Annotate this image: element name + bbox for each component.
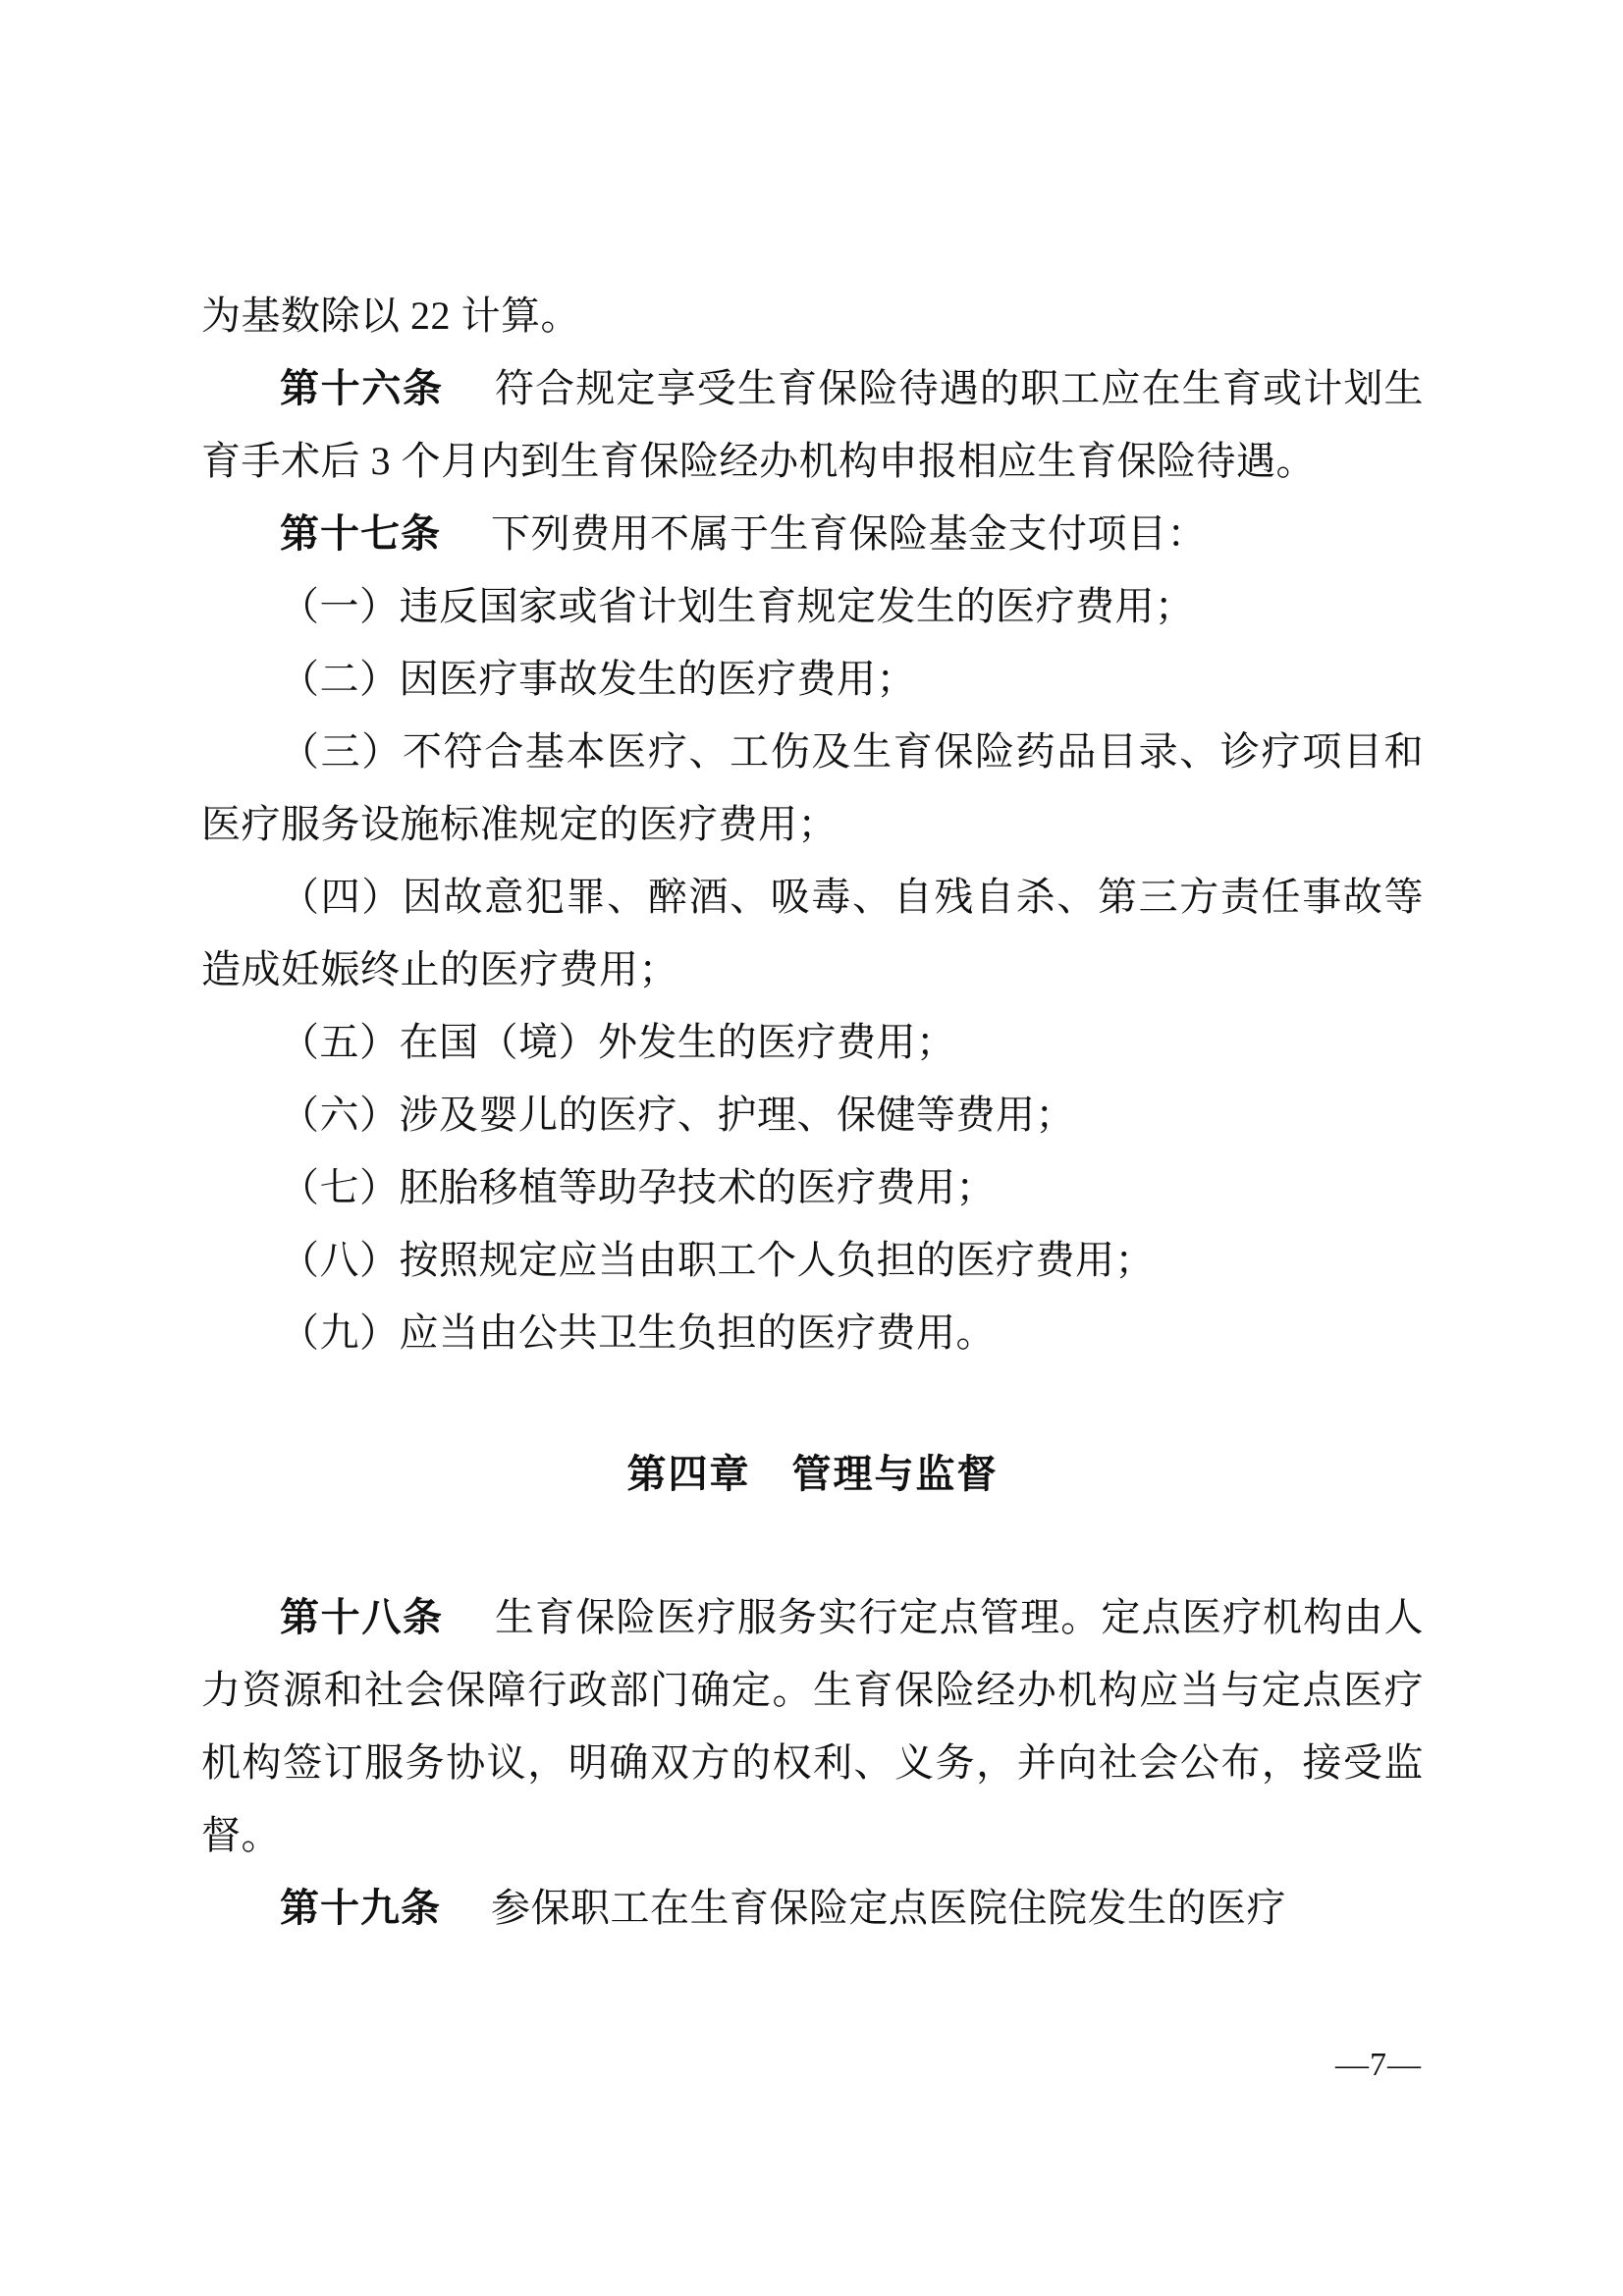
article-17-text: 下列费用不属于生育保险基金支付项目：: [491, 511, 1207, 556]
article-16-text: 符合规定享受生育保险待遇的职工应在生育或计划生育手术后 3 个月内到生育保险经办机构申报相应生育保险待遇。: [201, 366, 1425, 483]
article-19-text: 参保职工在生育保险定点医院住院发生的医疗: [491, 1886, 1286, 1930]
list-item: [201, 1079, 1424, 1151]
article-18: [201, 1581, 1424, 1872]
spacer: [201, 1511, 1424, 1581]
article-17-label: 第十七条: [280, 511, 441, 556]
article-19: [201, 1872, 1424, 1945]
document-body: [201, 280, 1424, 1945]
list-item: [201, 1297, 1424, 1369]
list-item-text: （八）按照规定应当由职工个人负担的医疗费用；: [280, 1238, 1155, 1282]
paragraph-text: 为基数除以 22 计算。: [201, 294, 580, 338]
paragraph-continuation: [201, 280, 1424, 352]
spacer: [201, 1369, 1424, 1438]
list-item-text: （二）因医疗事故发生的医疗费用；: [280, 657, 916, 701]
list-item-text: （一）违反国家或省计划生育规定发生的医疗费用；: [280, 584, 1195, 628]
article-18-label: 第十八条: [280, 1595, 444, 1639]
list-item-text: （九）应当由公共卫生负担的医疗费用。: [280, 1310, 996, 1355]
list-item-text: （六）涉及婴儿的医疗、护理、保健等费用；: [280, 1093, 1075, 1137]
list-item-text: （七）胚胎移植等助孕技术的医疗费用；: [280, 1165, 996, 1209]
list-item-text: （三）不符合基本医疗、工伤及生育保险药品目录、诊疗项目和医疗服务设施标准规定的医疗费用；: [201, 729, 1424, 846]
list-item: [201, 861, 1424, 1006]
list-item: [201, 643, 1424, 716]
article-18-text: 生育保险医疗服务实行定点管理。定点医疗机构由人力资源和社会保障行政部门确定。生育保险经办机构应当与定点医疗机构签订服务协议，明确双方的权利、义务，并向社会公布，接受监督。: [201, 1595, 1425, 1857]
list-item-text: （四）因故意犯罪、醉酒、吸毒、自残自杀、第三方责任事故等造成妊娠终止的医疗费用；: [201, 875, 1424, 991]
list-item: [201, 1224, 1424, 1297]
article-19-label: 第十九条: [280, 1886, 441, 1930]
article-16-label: 第十六条: [280, 366, 444, 410]
list-item: [201, 716, 1424, 861]
list-item: [201, 570, 1424, 643]
article-17: [201, 498, 1424, 570]
list-item: [201, 1151, 1424, 1224]
list-item: [201, 1006, 1424, 1079]
chapter-heading: 第四章 管理与监督: [626, 1452, 999, 1496]
list-item-text: （五）在国（境）外发生的医疗费用；: [280, 1020, 956, 1064]
page-number: —7—: [1335, 2047, 1422, 2083]
article-16: [201, 352, 1424, 498]
